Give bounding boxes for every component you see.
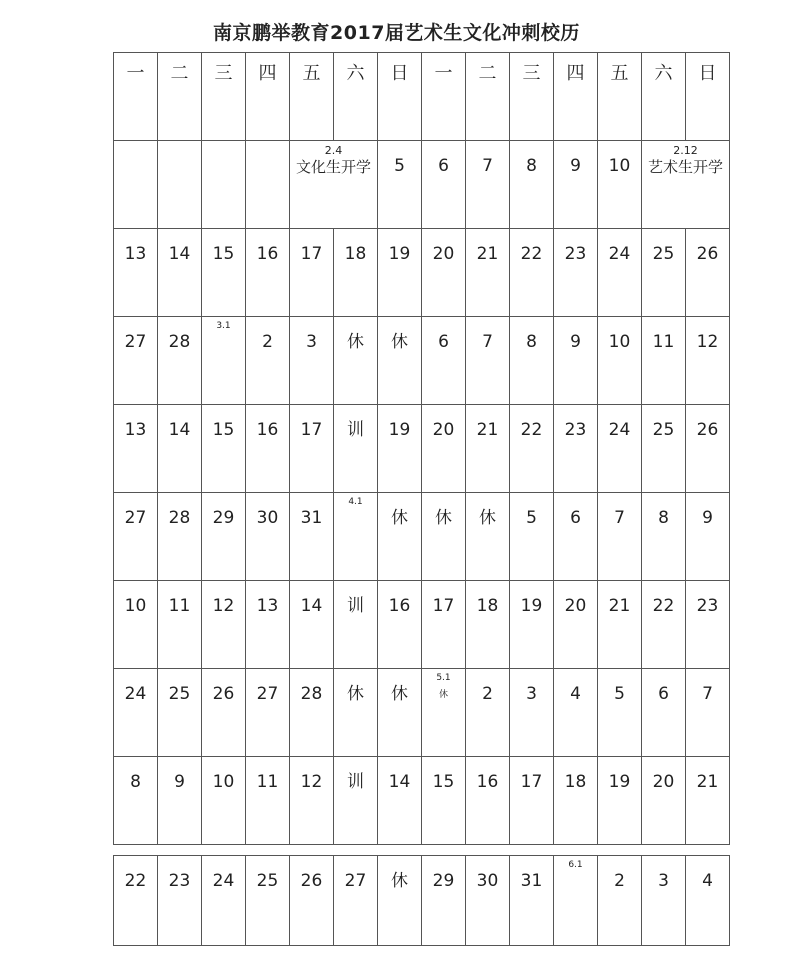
day-cell [554, 581, 598, 669]
weekday-header: 五 [598, 53, 642, 141]
day-cell [290, 405, 334, 493]
day-number: 休 [391, 332, 408, 352]
day-number: 11 [652, 332, 675, 352]
day-number: 17 [300, 420, 323, 440]
day-cell [334, 405, 378, 493]
day-number: 20 [564, 596, 587, 616]
day-number: 28 [168, 332, 191, 352]
day-number: 训 [347, 420, 364, 440]
day-cell [378, 856, 422, 946]
weekday-header: 日 [378, 53, 422, 141]
culture-start-label: 文化生开学 [295, 158, 371, 176]
day-cell [378, 405, 422, 493]
week-row [114, 493, 730, 581]
day-cell [334, 493, 378, 581]
day-number: 25 [168, 684, 191, 704]
day-cell [202, 317, 246, 405]
day-number: 17 [432, 596, 455, 616]
day-cell [290, 856, 334, 946]
day-number: 27 [256, 684, 279, 704]
day-number: 31 [300, 508, 323, 528]
day-cell [642, 856, 686, 946]
day-number: 15 [212, 420, 235, 440]
weekday-header: 四 [246, 53, 290, 141]
day-number: 19 [388, 244, 411, 264]
day-cell [422, 757, 466, 845]
day-number: 29 [212, 508, 235, 528]
day-cell [114, 581, 158, 669]
day-cell [598, 669, 642, 757]
holiday-note: 休 [438, 690, 448, 700]
day-number: 6 [570, 508, 581, 528]
day-cell [334, 317, 378, 405]
day-number: 7 [614, 508, 625, 528]
day-cell [334, 757, 378, 845]
weekday-header: 五 [290, 53, 334, 141]
day-cell [246, 856, 290, 946]
day-cell [246, 493, 290, 581]
day-cell [554, 317, 598, 405]
day-cell [114, 669, 158, 757]
day-cell: 10 [598, 141, 642, 229]
day-cell [422, 581, 466, 669]
month-mark-apr: 4.1 [348, 497, 363, 507]
day-number: 18 [344, 244, 367, 264]
day-number: 训 [347, 596, 364, 616]
day-cell [158, 856, 202, 946]
day-cell [378, 757, 422, 845]
day-cell [466, 317, 510, 405]
day-cell [334, 229, 378, 317]
day-number: 休 [347, 684, 364, 704]
day-cell [686, 856, 730, 946]
day-number: 4 [570, 684, 581, 704]
day-number: 26 [696, 244, 719, 264]
day-number: 9 [174, 772, 185, 792]
day-cell [114, 757, 158, 845]
day-cell [642, 757, 686, 845]
day-cell [510, 757, 554, 845]
day-cell [202, 229, 246, 317]
day-number: 15 [212, 244, 235, 264]
day-cell [202, 669, 246, 757]
day-cell [686, 493, 730, 581]
day-cell [114, 141, 158, 229]
day-number: 25 [256, 871, 279, 891]
day-cell [422, 229, 466, 317]
weekday-header: 六 [642, 53, 686, 141]
day-number: 21 [608, 596, 631, 616]
day-cell [158, 229, 202, 317]
day-number: 3 [306, 332, 317, 352]
day-number: 23 [696, 596, 719, 616]
day-cell [598, 581, 642, 669]
day-cell [466, 757, 510, 845]
day-number: 休 [391, 508, 408, 528]
day-number: 19 [608, 772, 631, 792]
day-number: 23 [564, 420, 587, 440]
day-number: 9 [702, 508, 713, 528]
day-cell [510, 856, 554, 946]
page-title: 南京鹏举教育2017届艺术生文化冲刺校历 [213, 22, 580, 44]
day-number: 30 [476, 871, 499, 891]
day-cell [334, 669, 378, 757]
day-cell [466, 493, 510, 581]
day-cell: 5 [378, 141, 422, 229]
weekday-header: 四 [554, 53, 598, 141]
day-cell [510, 493, 554, 581]
day-cell [246, 757, 290, 845]
day-number: 休 [435, 508, 452, 528]
day-cell [510, 317, 554, 405]
day-cell: 8 [510, 141, 554, 229]
weekday-header: 二 [158, 53, 202, 141]
day-cell [686, 229, 730, 317]
day-number: 15 [432, 772, 455, 792]
day-cell [290, 493, 334, 581]
day-cell [246, 405, 290, 493]
day-number: 休 [391, 871, 408, 891]
day-cell [422, 493, 466, 581]
week-row [114, 581, 730, 669]
day-number: 6 [438, 332, 449, 352]
weekday-header: 二 [466, 53, 510, 141]
day-cell: 9 [554, 141, 598, 229]
day-cell [246, 229, 290, 317]
day-number: 5 [614, 684, 625, 704]
day-number: 2 [482, 684, 493, 704]
day-number: 7 [702, 684, 713, 704]
day-cell [114, 856, 158, 946]
day-cell [686, 317, 730, 405]
day-cell: 6 [422, 141, 466, 229]
day-number: 22 [520, 420, 543, 440]
day-cell [114, 405, 158, 493]
day-number: 18 [564, 772, 587, 792]
day-cell [598, 493, 642, 581]
art-start-label: 艺术生开学 [647, 158, 723, 176]
day-cell [202, 856, 246, 946]
day-number: 28 [168, 508, 191, 528]
day-number: 2 [614, 871, 625, 891]
day-cell [378, 317, 422, 405]
weekday-header: 六 [334, 53, 378, 141]
day-cell [554, 757, 598, 845]
day-cell [554, 856, 598, 946]
day-cell [422, 669, 466, 757]
weekday-header: 三 [202, 53, 246, 141]
day-cell [290, 581, 334, 669]
day-number: 训 [347, 772, 364, 792]
day-cell [642, 581, 686, 669]
art-start-cell [642, 141, 730, 229]
day-cell [510, 669, 554, 757]
day-cell: 7 [466, 141, 510, 229]
calendar-table-last-week [113, 855, 730, 946]
day-number: 4 [702, 871, 713, 891]
day-number: 23 [168, 871, 191, 891]
day-number: 17 [520, 772, 543, 792]
day-number: 6 [658, 684, 669, 704]
day-number: 休 [391, 684, 408, 704]
day-cell [422, 317, 466, 405]
week-row [114, 229, 730, 317]
day-number: 25 [652, 244, 675, 264]
day-number: 19 [520, 596, 543, 616]
day-cell [378, 493, 422, 581]
culture-start-cell [290, 141, 378, 229]
day-number: 休 [347, 332, 364, 352]
day-number: 22 [124, 871, 147, 891]
day-cell [510, 229, 554, 317]
day-number: 22 [520, 244, 543, 264]
day-cell [290, 669, 334, 757]
day-cell [158, 757, 202, 845]
week-row [114, 757, 730, 845]
day-number: 14 [388, 772, 411, 792]
day-cell [202, 493, 246, 581]
day-number: 21 [476, 420, 499, 440]
art-start-date: 2.12 [673, 144, 698, 157]
day-number: 休 [479, 508, 496, 528]
day-number: 29 [432, 871, 455, 891]
day-number: 16 [388, 596, 411, 616]
day-cell [598, 229, 642, 317]
weekday-header-row [114, 53, 730, 141]
day-cell [466, 229, 510, 317]
day-number: 20 [432, 420, 455, 440]
day-number: 10 [608, 332, 631, 352]
day-number: 26 [300, 871, 323, 891]
day-cell [202, 581, 246, 669]
day-cell [686, 405, 730, 493]
day-cell [158, 317, 202, 405]
week-row [114, 669, 730, 757]
day-cell [246, 317, 290, 405]
day-cell [642, 405, 686, 493]
weekday-header: 一 [114, 53, 158, 141]
day-number: 17 [300, 244, 323, 264]
day-number: 9 [570, 332, 581, 352]
day-cell [158, 405, 202, 493]
day-cell [246, 581, 290, 669]
day-number: 31 [520, 871, 543, 891]
day-number: 24 [608, 244, 631, 264]
day-number: 24 [124, 684, 147, 704]
day-number: 8 [526, 332, 537, 352]
day-cell [158, 581, 202, 669]
day-number: 13 [124, 244, 147, 264]
day-number: 8 [658, 508, 669, 528]
day-cell [598, 405, 642, 493]
day-number: 16 [256, 420, 279, 440]
day-number: 21 [696, 772, 719, 792]
day-number: 22 [652, 596, 675, 616]
day-cell [686, 757, 730, 845]
day-number: 13 [124, 420, 147, 440]
day-cell [202, 757, 246, 845]
day-cell [158, 493, 202, 581]
week-row [114, 317, 730, 405]
day-number: 28 [300, 684, 323, 704]
day-cell [598, 856, 642, 946]
calendar-table [113, 52, 730, 845]
day-cell [554, 405, 598, 493]
day-number: 27 [124, 508, 147, 528]
day-number: 12 [300, 772, 323, 792]
day-number: 12 [212, 596, 235, 616]
week-row [114, 405, 730, 493]
day-cell [158, 141, 202, 229]
day-number: 3 [526, 684, 537, 704]
day-cell [114, 493, 158, 581]
week-row [114, 856, 730, 946]
day-cell [290, 317, 334, 405]
day-number: 14 [168, 244, 191, 264]
day-cell [202, 141, 246, 229]
day-cell [598, 757, 642, 845]
day-number: 23 [564, 244, 587, 264]
day-cell [642, 229, 686, 317]
weekday-header: 三 [510, 53, 554, 141]
day-cell [378, 229, 422, 317]
day-cell [202, 405, 246, 493]
day-number: 24 [212, 871, 235, 891]
day-cell [422, 405, 466, 493]
day-number: 3 [658, 871, 669, 891]
day-cell [290, 757, 334, 845]
month-mark-may: 5.1 [436, 673, 451, 683]
day-cell [466, 669, 510, 757]
day-cell [466, 856, 510, 946]
day-cell [422, 856, 466, 946]
day-number: 16 [256, 244, 279, 264]
day-cell [510, 405, 554, 493]
weekday-header: 一 [422, 53, 466, 141]
day-number: 30 [256, 508, 279, 528]
day-cell [466, 405, 510, 493]
day-cell [290, 229, 334, 317]
month-mark-jun: 6.1 [568, 860, 583, 870]
day-number: 16 [476, 772, 499, 792]
day-number: 24 [608, 420, 631, 440]
day-cell [334, 856, 378, 946]
day-cell [642, 493, 686, 581]
day-number: 10 [124, 596, 147, 616]
day-cell [378, 581, 422, 669]
day-cell [334, 581, 378, 669]
day-number: 20 [432, 244, 455, 264]
day-number: 2 [262, 332, 273, 352]
day-cell [686, 581, 730, 669]
day-cell [686, 669, 730, 757]
day-number: 11 [256, 772, 279, 792]
day-number: 8 [130, 772, 141, 792]
day-number: 19 [388, 420, 411, 440]
day-cell [642, 669, 686, 757]
day-cell [114, 229, 158, 317]
day-number: 27 [124, 332, 147, 352]
day-number: 27 [344, 871, 367, 891]
day-number: 11 [168, 596, 191, 616]
day-number: 7 [482, 332, 493, 352]
day-number: 5 [526, 508, 537, 528]
day-cell [378, 669, 422, 757]
day-cell [246, 141, 290, 229]
day-cell [510, 581, 554, 669]
day-number: 18 [476, 596, 499, 616]
day-cell [554, 229, 598, 317]
month-mark-mar: 3.1 [216, 321, 231, 331]
day-number: 26 [696, 420, 719, 440]
week-row [114, 141, 730, 229]
day-number: 14 [300, 596, 323, 616]
day-cell [554, 493, 598, 581]
day-number: 14 [168, 420, 191, 440]
day-number: 10 [212, 772, 235, 792]
day-cell [158, 669, 202, 757]
day-number: 25 [652, 420, 675, 440]
day-cell [466, 581, 510, 669]
weekday-header: 日 [686, 53, 730, 141]
day-cell [114, 317, 158, 405]
culture-start-date: 2.4 [324, 144, 343, 157]
day-cell [554, 669, 598, 757]
day-number: 26 [212, 684, 235, 704]
day-number: 20 [652, 772, 675, 792]
day-number: 12 [696, 332, 719, 352]
day-number: 13 [256, 596, 279, 616]
day-number: 21 [476, 244, 499, 264]
day-cell [598, 317, 642, 405]
day-cell [246, 669, 290, 757]
day-cell [642, 317, 686, 405]
